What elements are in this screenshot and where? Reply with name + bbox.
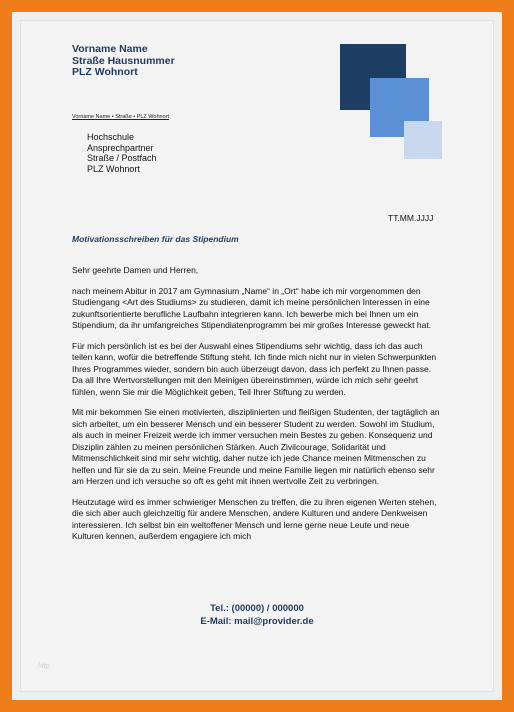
- sender-street: Straße Hausnummer: [72, 54, 175, 67]
- recipient-line: Hochschule: [87, 132, 135, 142]
- body-paragraph: Heutzutage wird es immer schwieriger Menschen zu treffen, die zu ihren eigenen Werten stehen, die sich aber auch gleichzeitig für andere Menschen, andere Kulturen und andere Denkweisen interessieren. Ich selbst bin ein weltoffener Mensch und lerne gerne neue Leute und neue Kulturen kennen, außerdem engagiere ich mich: [72, 496, 437, 541]
- watermark-text: http: [38, 663, 50, 670]
- sender-block: [72, 44, 175, 79]
- recipient-line: Ansprechpartner: [87, 142, 154, 153]
- letter-date: TT.MM.JJJJ: [388, 213, 434, 223]
- body-paragraph: Mit mir bekommen Sie einen motivierten, disziplinierten und fleißigen Studenten, der tagtäglich an sich arbeitet, um ein besserer Mensch und ein besserer Student zu werden. Sowohl im Studium, als auch in meiner Freizeit werde ich immer versuchen mein Bestes zu geben. Konsequenz und Disziplin zählen zu meinen persönlichen Stärken. Auch Zivilcourage, Solidarität und Mitmenschlichkeit sind mir sehr wichtig, daher nutze ich jede Chance meinen Mitmenschen zu helfen und für sie da zu sein. Meine Freunde und meine Familie liegen mir natürlich ebenso sehr am Herzen und ich versuche so oft es geht mit ihnen wertvolle Zeit zu verbringen.: [72, 407, 440, 486]
- salutation: Sehr geehrte Damen und Herren,: [72, 265, 199, 275]
- body-paragraph: Für mich persönlich ist es bei der Auswahl eines Stipendiums sehr wichtig, dass ich das auch teilen kann, wofür die betreffende Stiftung steht. Ich finde mich nicht nur in vielen Schwerpunkten Ihres Programmes wieder, sondern bin auch überzeugt davon, dass ich perfekt zu Ihnen passe. Da all Ihre Wertvorstellungen mit den Meinigen übereinstimmen, würde ich mich sehr geehrt fühlen, wenn Sie mir die Möglichkeit geben, Teil Ihrer Stiftung zu werden.: [72, 340, 437, 397]
- recipient-line: Straße / Postfach: [87, 153, 157, 163]
- letter-subject: Motivationsschreiben für das Stipendium: [72, 234, 239, 244]
- sender-name: Vorname Name: [72, 43, 148, 55]
- letter-page: [12, 12, 502, 700]
- recipient-block: [87, 132, 157, 174]
- footer-phone: Tel.: (00000) / 000000: [210, 603, 304, 614]
- recipient-line: PLZ Wohnort: [87, 163, 140, 174]
- return-address-line: Vorname Name • Straße • PLZ Wohnort: [72, 114, 169, 120]
- logo-square-light: [404, 121, 442, 159]
- contact-footer: [12, 603, 502, 628]
- footer-email: E-Mail: mail@provider.de: [200, 615, 314, 627]
- body-paragraph: nach meinem Abitur in 2017 am Gymnasium „Name“ in „Ort“ habe ich mir vorgenommen den Studiengang <Art des Studiums> zu studieren, damit ich meine persönlichen Interessen in eine zukunftsorientierte berufliche Laufbahn integrieren kann. Ich bewerbe mich bei Ihnen um ein Stipendium, da ihr umfangreiches Stipendiatenprogramm bei mir großes Interesse geweckt hat.: [72, 285, 432, 330]
- sender-city: PLZ Wohnort: [72, 66, 138, 78]
- letter-body: [72, 265, 442, 552]
